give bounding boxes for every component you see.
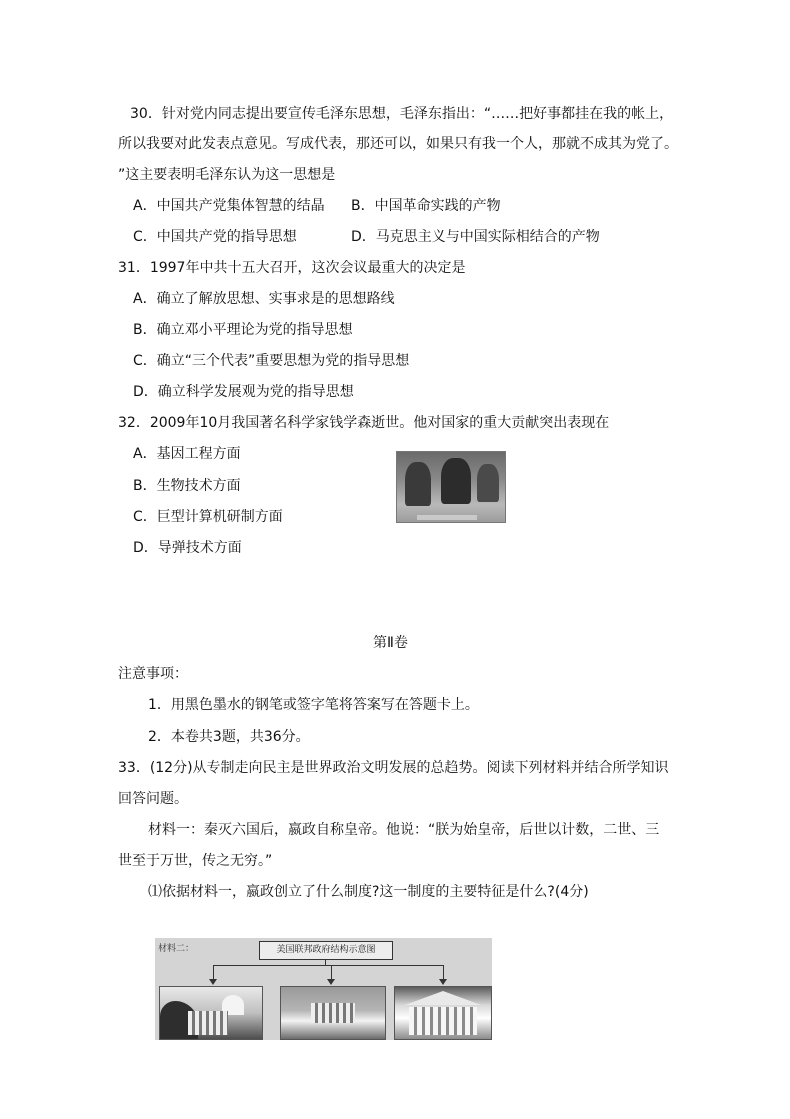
qian-xuesen-photo — [396, 451, 506, 523]
notice-heading: 注意事项： — [118, 666, 188, 682]
q30-option-b: B．中国革命实践的产物 — [351, 198, 501, 214]
q31-option-c: C．确立“三个代表”重要思想为党的指导思想 — [133, 353, 410, 369]
q30-option-a: A．中国共产党集体智慧的结晶 — [133, 198, 325, 214]
part-2-title: 第Ⅱ卷 — [373, 635, 408, 651]
q30-line-3: ”这主要表明毛泽东认为这一思想是 — [118, 167, 336, 183]
us-federal-government-diagram — [155, 938, 492, 1040]
white-house-image — [280, 986, 386, 1040]
q32-option-c: C．巨型计算机研制方面 — [133, 509, 283, 525]
diagram-title: 美国联邦政府结构示意图 — [259, 941, 393, 960]
material-2-label: 材料二： — [158, 944, 195, 954]
q33-line-1: 33．(12分)从专制走向民主是世界政治文明发展的总趋势。阅读下列材料并结合所学知识 — [118, 760, 669, 776]
q31-stem: 31．1997年中共十五大召开，这次会议最重大的决定是 — [118, 260, 466, 276]
q33-subquestion-1: ⑴依据材料一，嬴政创立了什么制度?这一制度的主要特征是什么?(4分) — [148, 884, 589, 900]
notice-item-1: 1．用黑色墨水的钢笔或签字笔将答案写在答题卡上。 — [148, 697, 479, 713]
q30-line-1: 30．针对党内同志提出要宣传毛泽东思想，毛泽东指出：“……把好事都挂在我的帐上， — [130, 106, 674, 122]
material-1-line-2: 世至于万世，传之无穷。” — [118, 853, 273, 869]
q30-option-d: D．马克思主义与中国实际相结合的产物 — [351, 229, 600, 245]
q30-option-c: C．中国共产党的指导思想 — [133, 229, 297, 245]
q32-option-a: A．基因工程方面 — [133, 446, 241, 462]
supreme-court-image — [394, 986, 492, 1040]
q32-option-d: D．导弹技术方面 — [133, 540, 242, 556]
capitol-building-image — [159, 986, 263, 1040]
q33-line-2: 回答问题。 — [118, 791, 188, 807]
notice-item-2: 2．本卷共3题，共36分。 — [148, 729, 310, 745]
q32-option-b: B．生物技术方面 — [133, 478, 241, 494]
material-1-line-1: 材料一：秦灭六国后，嬴政自称皇帝。他说：“朕为始皇帝，后世以计数，二世、三 — [148, 822, 660, 838]
q31-option-a: A．确立了解放思想、实事求是的思想路线 — [133, 291, 395, 307]
q32-stem: 32．2009年10月我国著名科学家钱学森逝世。他对国家的重大贡献突出表现在 — [118, 415, 610, 431]
q30-line-2: 所以我要对此发表点意见。写成代表，那还可以，如果只有我一个人，那就不成其为党了。 — [118, 136, 678, 152]
q31-option-d: D．确立科学发展观为党的指导思想 — [133, 384, 354, 400]
q31-option-b: B．确立邓小平理论为党的指导思想 — [133, 322, 353, 338]
